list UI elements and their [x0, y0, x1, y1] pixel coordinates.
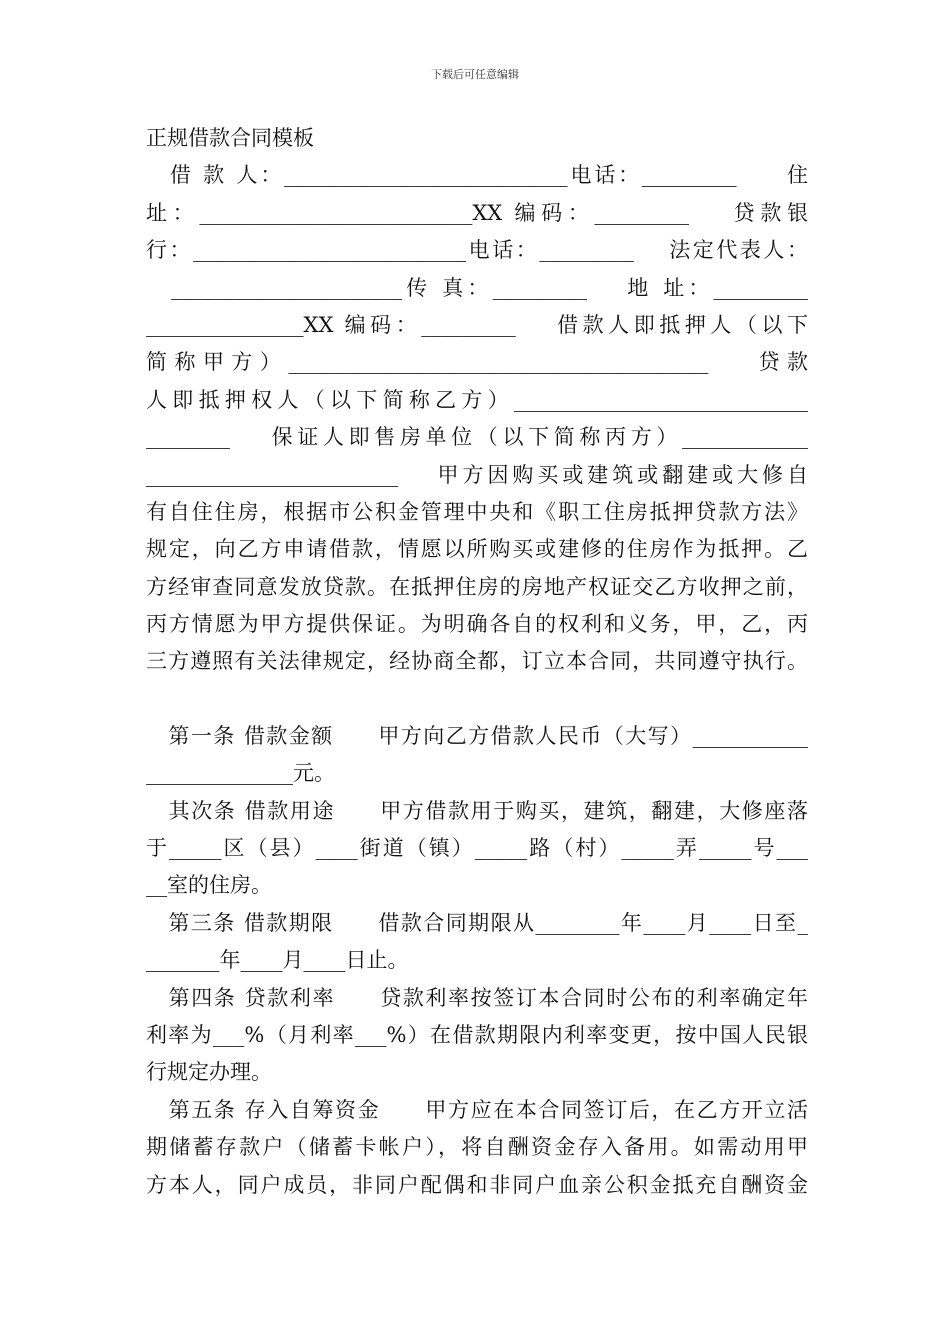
document-title: 正规借款合同模板 — [146, 126, 314, 150]
article-line: 行规定办理。 — [146, 1060, 272, 1085]
text-line: 有自住住房，根据市公积金管理中央和《职工住房抵押贷款方法》 — [146, 499, 808, 524]
article-line: 利率为___%（月利率___%）在借款期限内利率变更，按中国人民银 — [146, 1022, 808, 1047]
article-line: 期储蓄存款户（储蓄卡帐户），将自酬资金存入备用。如需动用甲 — [146, 1135, 808, 1160]
text-line: 方经审查同意发放贷款。在抵押住房的房地产权证交乙方收押之前， — [146, 574, 808, 599]
text-line: ________ 保证人即售房单位（以下简称丙方）____________ — [146, 425, 808, 450]
text-line: _______________XX 编码：_________ 借款人即抵押人（以下 — [146, 312, 808, 337]
text-line: 三方遵照有关法律规定，经协商全都，订立本合同，共同遵守执行。 — [146, 649, 808, 674]
article-line: 其次条 借款用途 甲方借款用于购买，建筑，翻建，大修座落 — [146, 798, 808, 823]
text-line: 简称甲方）________________________________________ 贷款 — [146, 350, 808, 375]
text-line: 行：__________________________电话：_________ 法定代表人： — [146, 238, 808, 263]
text-line: 规定，向乙方申请借款，情愿以所购买或建修的住房作为抵押。乙 — [146, 537, 808, 562]
article-line: 第三条 借款期限 借款合同期限从________年____月____日至_ — [146, 910, 808, 935]
text-line: 址：__________________________XX 编码：_________ 贷款银 — [146, 200, 808, 225]
article-line: 方本人，同户成员，非同户配偶和非同户血亲公积金抵充自酬资金 — [146, 1172, 808, 1197]
text-line: ______________________传 真：_________ 地 址：_________ — [146, 275, 808, 300]
article-line: 第四条 贷款利率 贷款利率按签订本合同时公布的利率确定年 — [146, 985, 808, 1010]
text-line: 丙方情愿为甲方提供保证。为明确各自的权利和义务，甲，乙，丙 — [146, 612, 808, 637]
article-line: _______年____月____日止。 — [146, 948, 409, 973]
article-line: ______________元。 — [146, 761, 335, 786]
text-line: 借 款 人：___________________________电话：_________ 住 — [146, 163, 808, 188]
article-line: 第五条 存入自筹资金 甲方应在本合同签订后，在乙方开立活 — [146, 1097, 808, 1122]
article-line: __室的住房。 — [146, 873, 272, 898]
article-line: 第一条 借款金额 甲方向乙方借款人民币（大写）___________ — [146, 723, 808, 748]
text-line: 人即抵押权人（以下简称乙方）____________________________ — [146, 387, 808, 412]
paragraph-gap — [146, 681, 808, 718]
article-line: 于_____区（县）____街道（镇）_____路（村）_____弄_____号___ — [146, 836, 808, 861]
page-header-note: 下载后可任意编辑 — [431, 68, 519, 81]
text-line: ________________________ 甲方因购买或建筑或翻建或大修自 — [146, 462, 808, 487]
contract-body — [146, 120, 808, 1204]
